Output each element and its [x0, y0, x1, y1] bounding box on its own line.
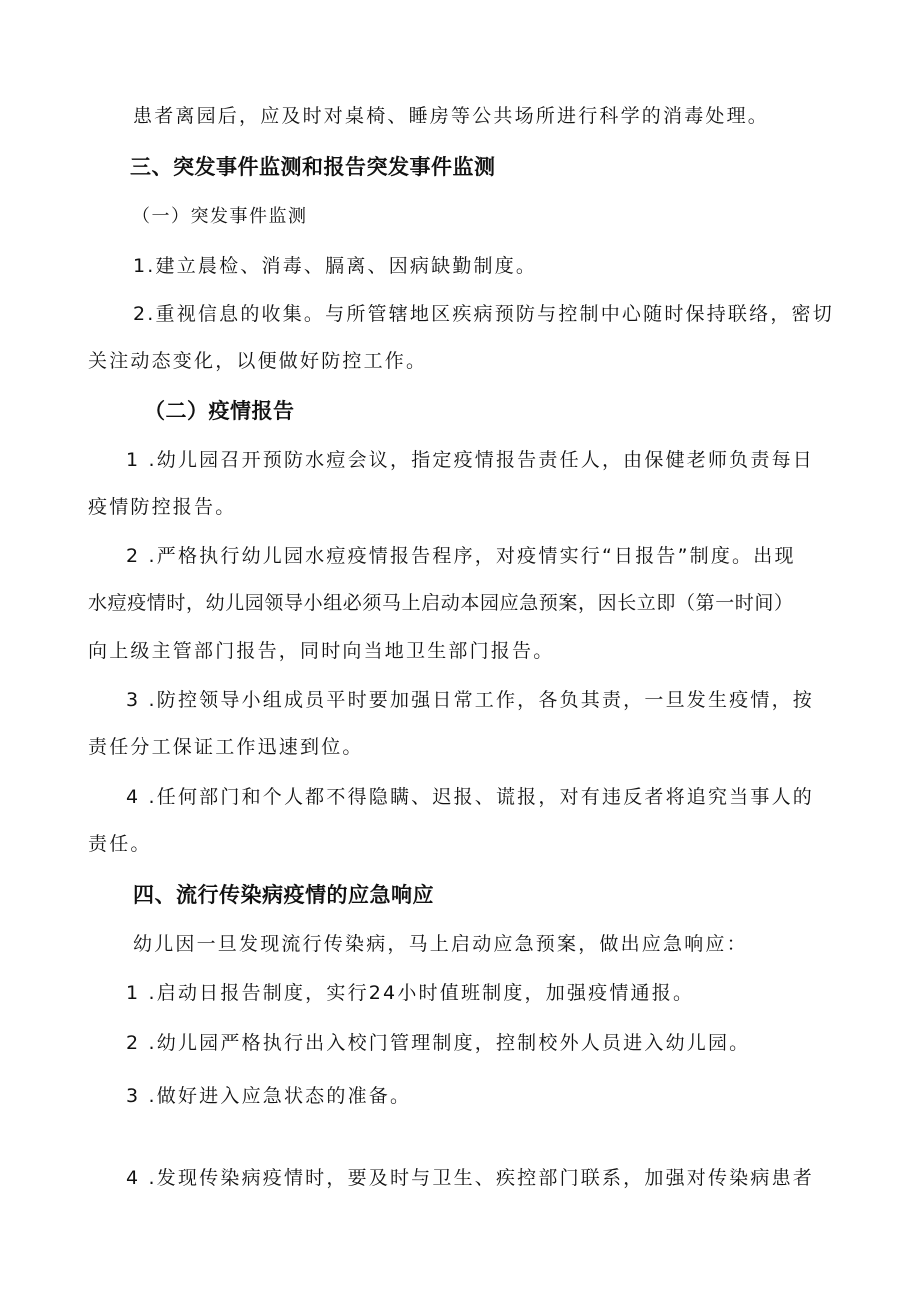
- paragraph-line: 水痘疫情时，幼儿园领导小组必须马上启动本园应急预案，因长立即（第一时间）: [88, 592, 794, 614]
- subsection-heading-1: （一）突发事件监测: [132, 206, 308, 227]
- section-heading-4: 四、流行传染病疫情的应急响应: [133, 883, 434, 907]
- paragraph-line: 责任。: [88, 833, 152, 855]
- paragraph-line: 1 .幼儿园召开预防水痘会议，指定疫情报告责任人，由保健老师负责每日: [126, 449, 814, 471]
- paragraph-line: 患者离园后，应及时对桌椅、睡房等公共场所进行科学的消毒处理。: [133, 105, 770, 127]
- paragraph-line: 4 .任何部门和个人都不得隐瞒、迟报、谎报，对有违反者将追究当事人的: [126, 786, 814, 808]
- paragraph-line: 关注动态变化，以便做好防控工作。: [88, 350, 428, 372]
- paragraph-line: 幼儿因一旦发现流行传染病，马上启动应急预案，做出应急响应：: [133, 933, 748, 955]
- paragraph-line: 3 .防控领导小组成员平时要加强日常工作，各负其责，一旦发生疫情，按: [126, 689, 814, 711]
- paragraph-line: 4 .发现传染病疫情时，要及时与卫生、疾控部门联系，加强对传染病患者: [126, 1167, 814, 1189]
- paragraph-line: 2 .幼儿园严格执行出入校门管理制度，控制校外人员进入幼儿园。: [126, 1032, 751, 1054]
- paragraph-line: 2.重视信息的收集。与所管辖地区疾病预防与控制中心随时保持联络，密切: [133, 303, 834, 325]
- paragraph-line: 1 .启动日报告制度，实行24小时值班制度，加强疫情通报。: [126, 982, 695, 1004]
- paragraph-line: 2 .严格执行幼儿园水痘疫情报告程序，对疫情实行“日报告”制度。出现: [126, 545, 796, 567]
- paragraph-line: 向上级主管部门报告，同时向当地卫生部门报告。: [88, 640, 555, 662]
- paragraph-line: 3 .做好进入应急状态的准备。: [126, 1085, 412, 1107]
- paragraph-line: 疫情防控报告。: [88, 496, 237, 518]
- section-heading-3: 三、突发事件监测和报告突发事件监测: [130, 155, 496, 179]
- paragraph-line: 1.建立晨检、消毒、膈离、因病缺勤制度。: [133, 255, 538, 277]
- paragraph-line: 责任分工保证工作迅速到位。: [88, 736, 364, 758]
- subsection-heading-2: （二）疫情报告: [144, 399, 295, 423]
